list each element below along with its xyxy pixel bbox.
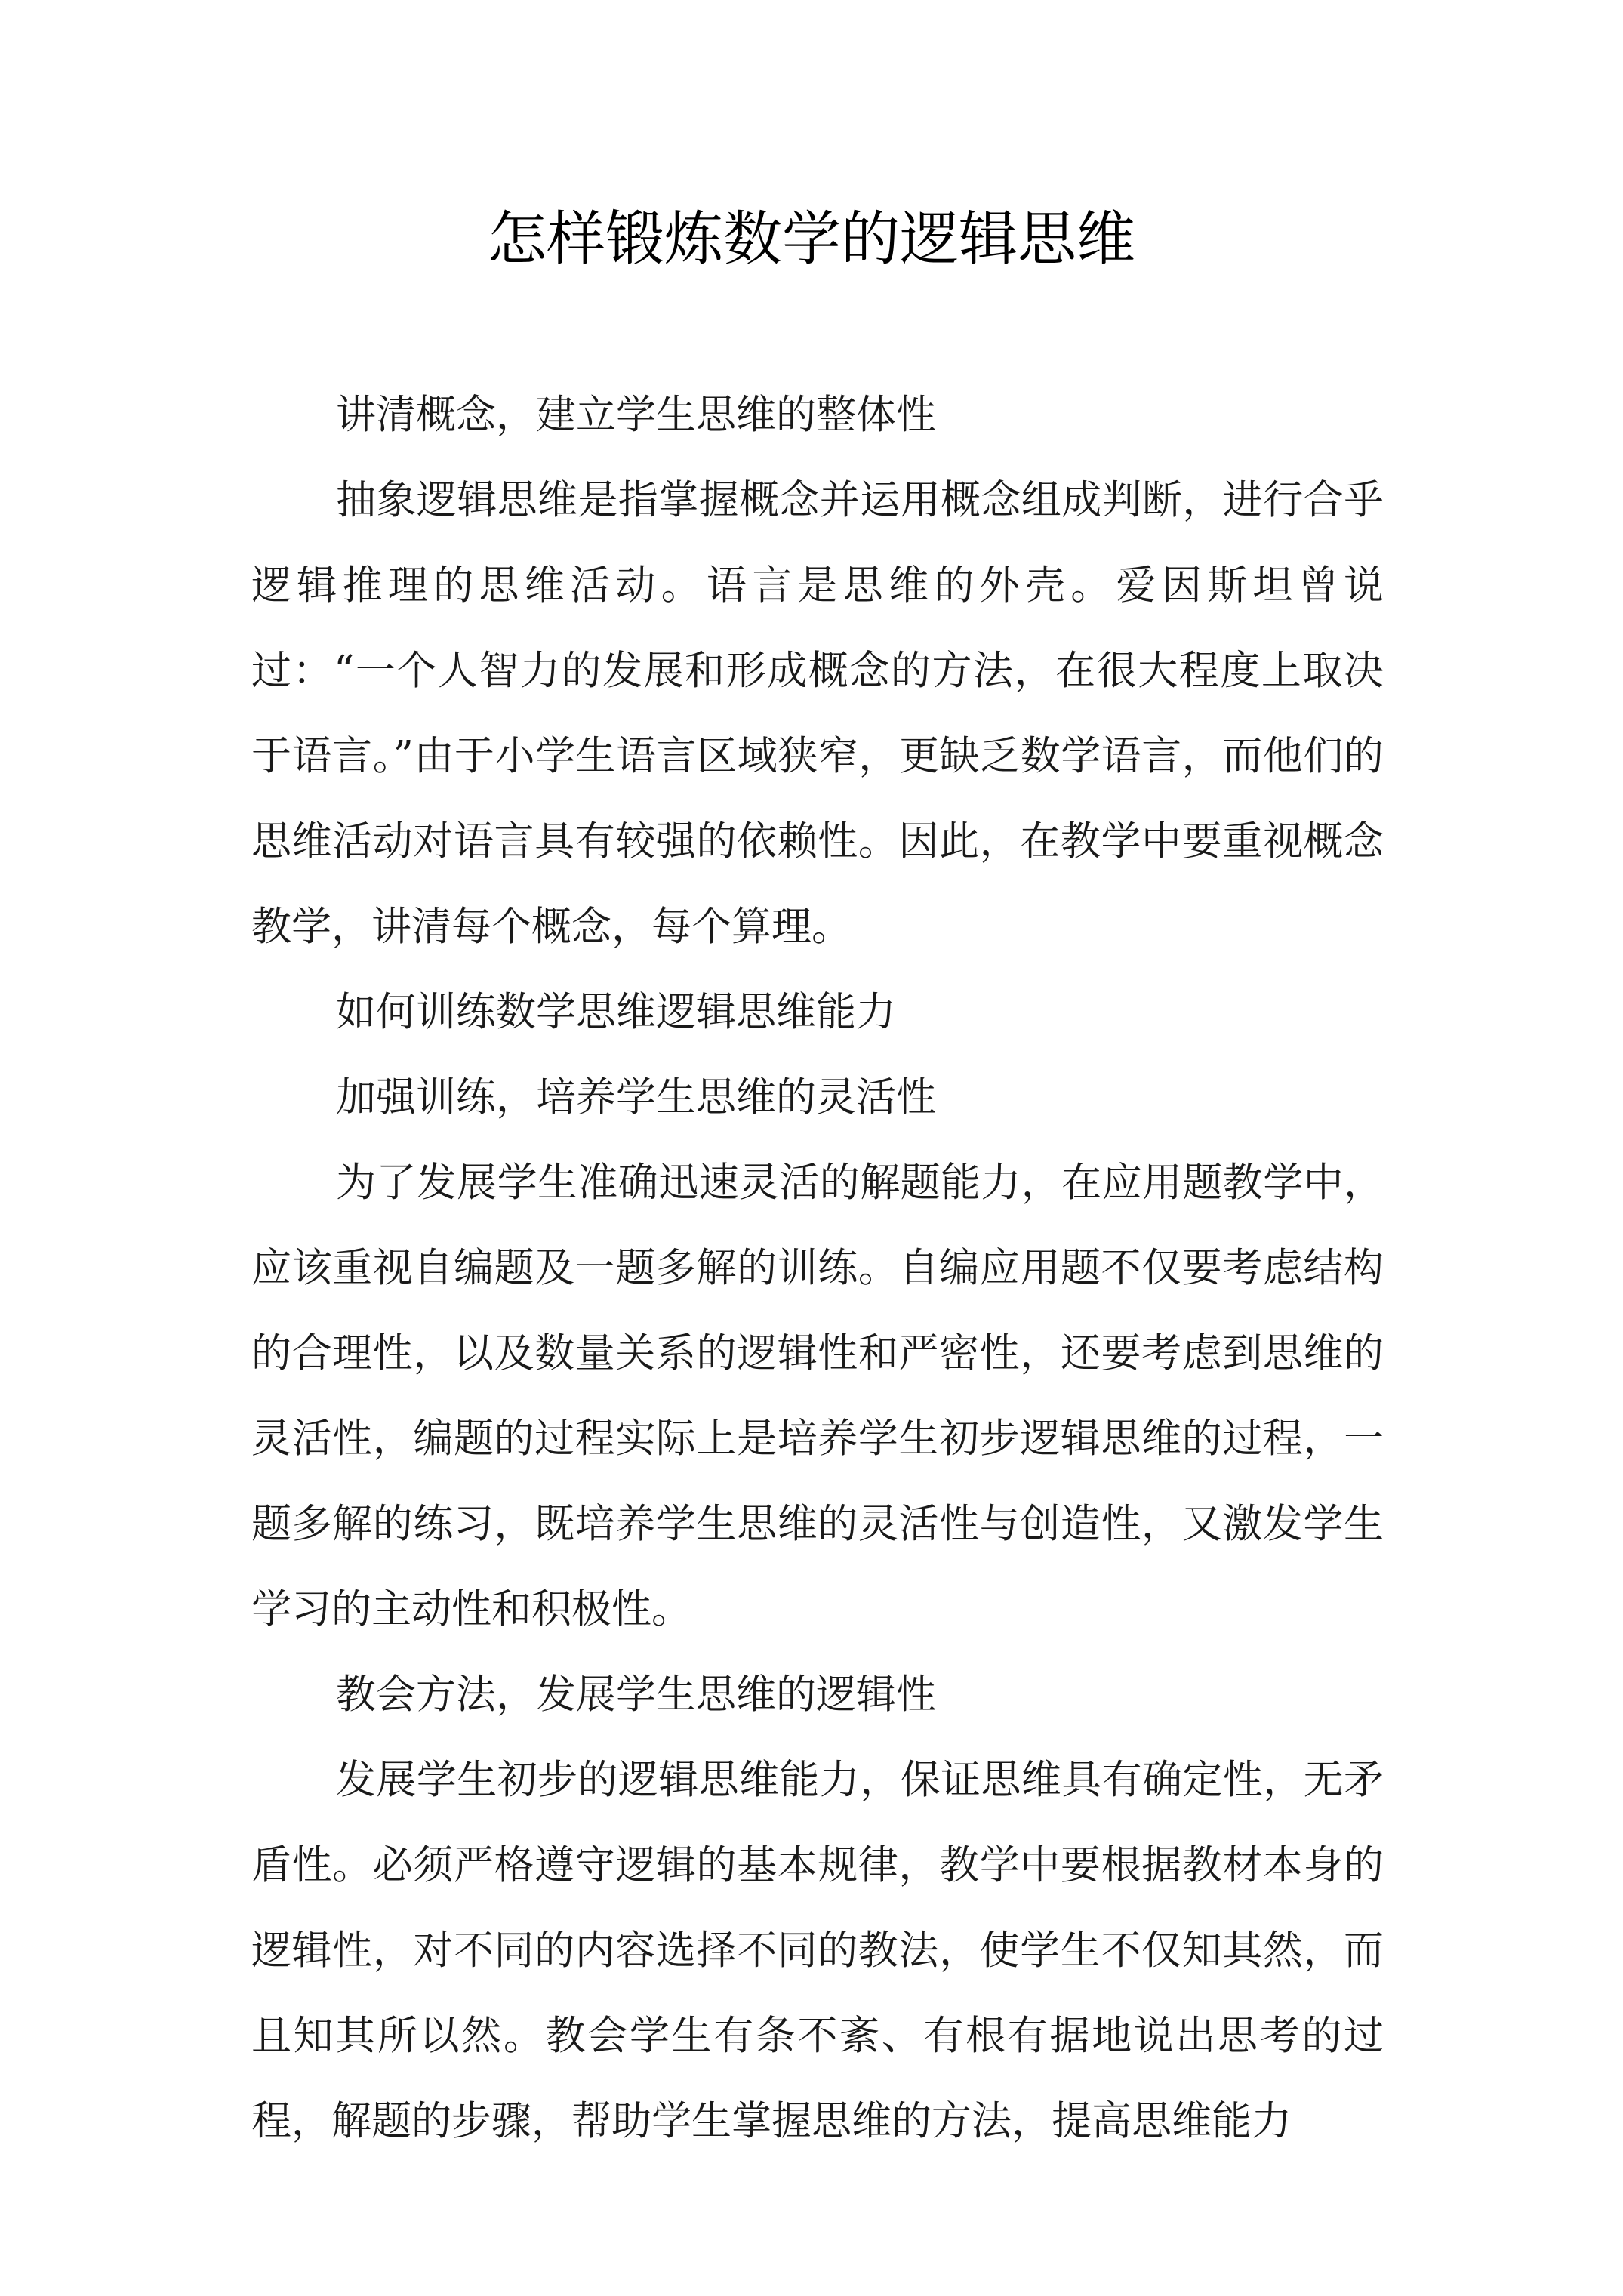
section-heading-methods: 教会方法，发展学生思维的逻辑性 bbox=[336, 1672, 936, 1718]
paragraph-logical-thinking: 发展学生初步的逻辑思维能力，保证思维具有确定性，无矛盾性。必须严格遵守逻辑的基本规律，教学中要根据教材本身的逻辑性，对不同的内容选择不同的教法，使学生不仅知其然，而且知其所以然。教会学生有条不紊、有根有据地说出思考的过程，解题的步骤，帮助学生掌握思维的方法，提高思维能力 bbox=[251, 1757, 1384, 2144]
section-heading-flexibility: 加强训练，培养学生思维的灵活性 bbox=[336, 1074, 936, 1120]
paragraph-problem-solving: 为了发展学生准确迅速灵活的解题能力，在应用题教学中，应该重视自编题及一题多解的训练。自编应用题不仅要考虑结构的合理性，以及数量关系的逻辑性和严密性，还要考虑到思维的灵活性，编题的过程实际上是培养学生初步逻辑思维的过程，一题多解的练习，既培养学生思维的灵活性与创造性，又激发学生学习的主动性和积极性。 bbox=[251, 1160, 1384, 1632]
paragraph-abstract-logic: 抽象逻辑思维是指掌握概念并运用概念组成判断，进行合乎逻辑推理的思维活动。语言是思维的外壳。爱因斯坦曾说过：“一个人智力的发展和形成概念的方法，在很大程度上取决于语言。”由于小学生语言区域狭窄，更缺乏数学语言，而他们的思维活动对语言具有较强的依赖性。因此，在教学中要重视概念教学，讲清每个概念，每个算理。 bbox=[251, 477, 1384, 950]
section-heading-concepts: 讲清概念，建立学生思维的整体性 bbox=[336, 392, 936, 438]
page-title: 怎样锻炼数学的逻辑思维 bbox=[487, 205, 1135, 273]
section-heading-how-to-train: 如何训练数学思维逻辑思维能力 bbox=[336, 989, 896, 1035]
document-body bbox=[251, 372, 1384, 2164]
